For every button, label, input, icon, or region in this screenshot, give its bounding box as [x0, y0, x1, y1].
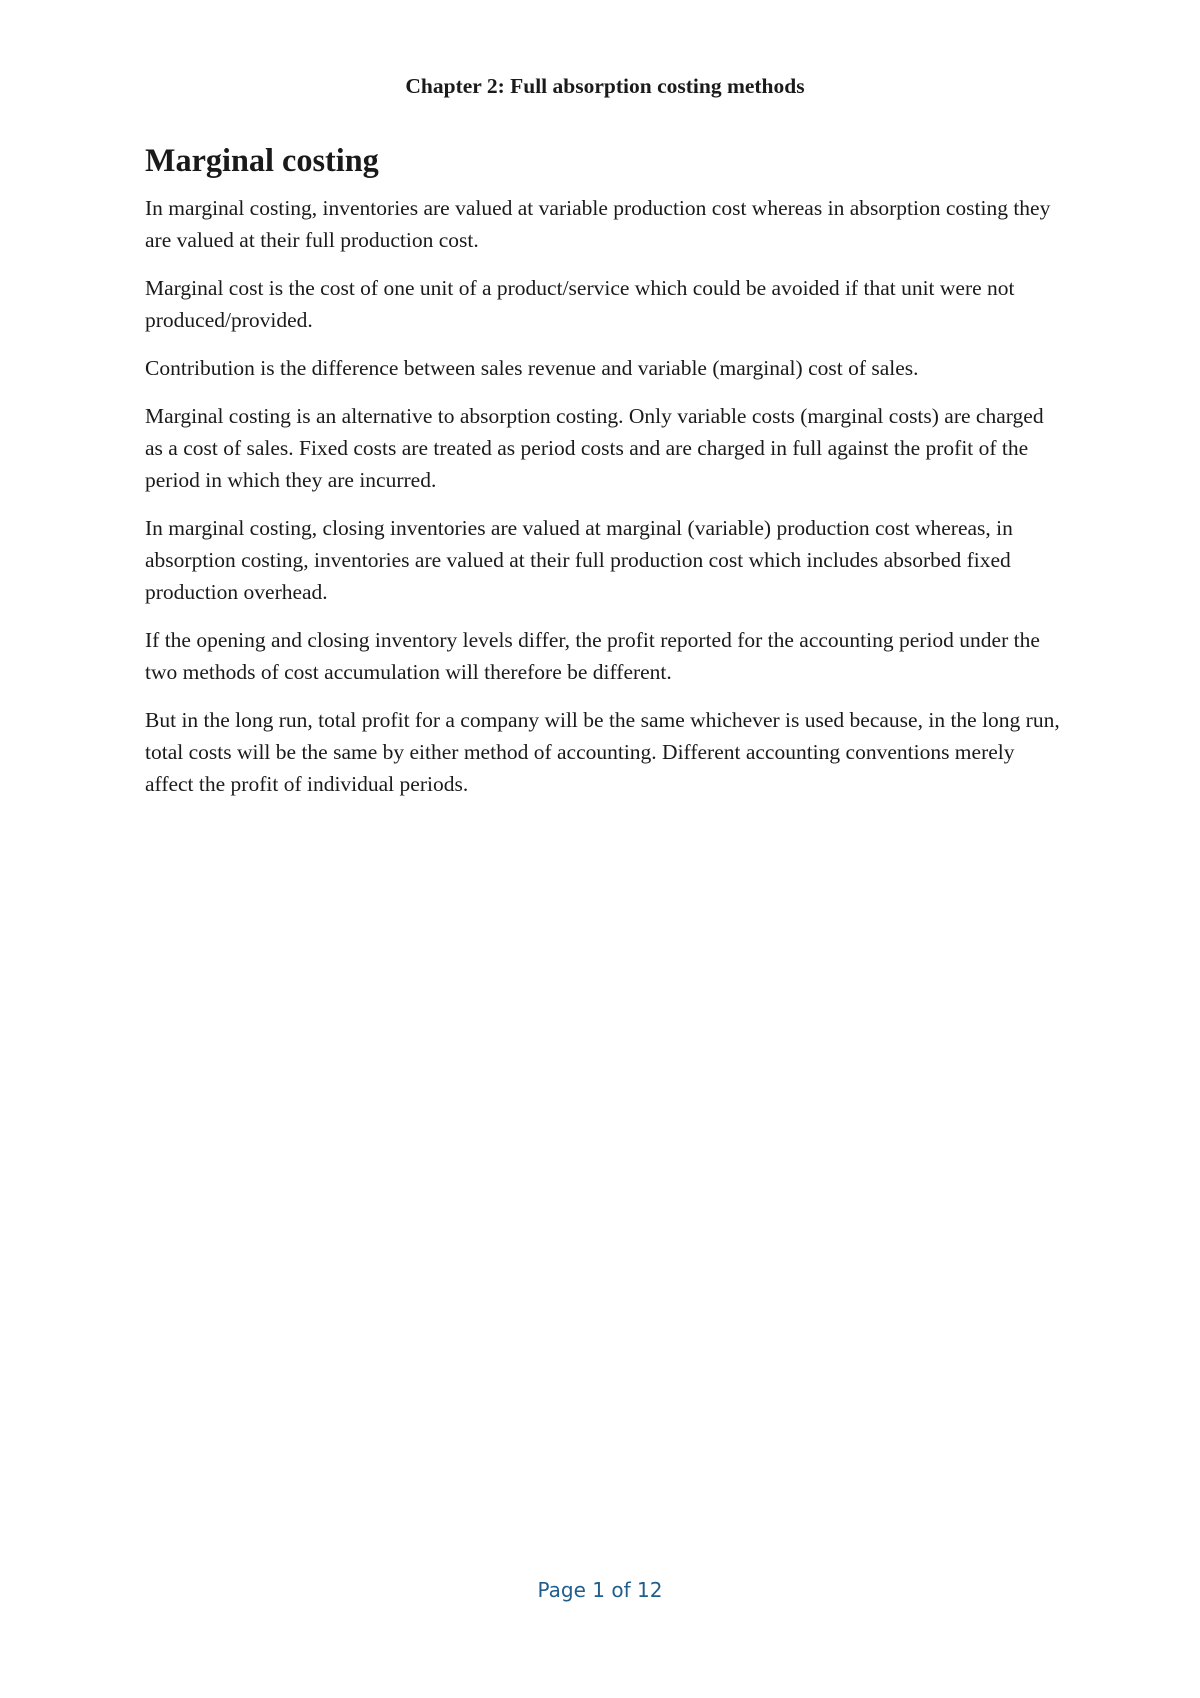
page-number: Page 1 of 12	[537, 1578, 663, 1602]
paragraph-3: Contribution is the difference between sales revenue and variable (marginal) cost of sales.	[145, 356, 919, 380]
page-content	[145, 70, 1065, 816]
paragraph-1: In marginal costing, inventories are valued at variable production cost whereas in absorption costing they are valued at their full production cost.	[145, 196, 1051, 252]
paragraph-5: In marginal costing, closing inventories are valued at marginal (variable) production cost whereas, in absorption costing, inventories are valued at their full production cost which includes absorbed fixed production overhead.	[145, 516, 1013, 604]
section-heading: Marginal costing	[145, 142, 379, 178]
paragraph-6: If the opening and closing inventory levels differ, the profit reported for the accounting period under the two methods of cost accumulation will therefore be different.	[145, 628, 1040, 684]
paragraph-4: Marginal costing is an alternative to absorption costing. Only variable costs (marginal costs) are charged as a cost of sales. Fixed costs are treated as period costs and are charged in full against the profit of the period in which they are incurred.	[145, 404, 1044, 492]
paragraph-2: Marginal cost is the cost of one unit of a product/service which could be avoided if that unit were not produced/provided.	[145, 276, 1015, 332]
paragraph-7: But in the long run, total profit for a company will be the same whichever is used because, in the long run, total costs will be the same by either method of accounting. Different accounting conventions merely affect the profit of individual periods.	[145, 708, 1060, 796]
chapter-title: Chapter 2: Full absorption costing methods	[405, 74, 805, 98]
